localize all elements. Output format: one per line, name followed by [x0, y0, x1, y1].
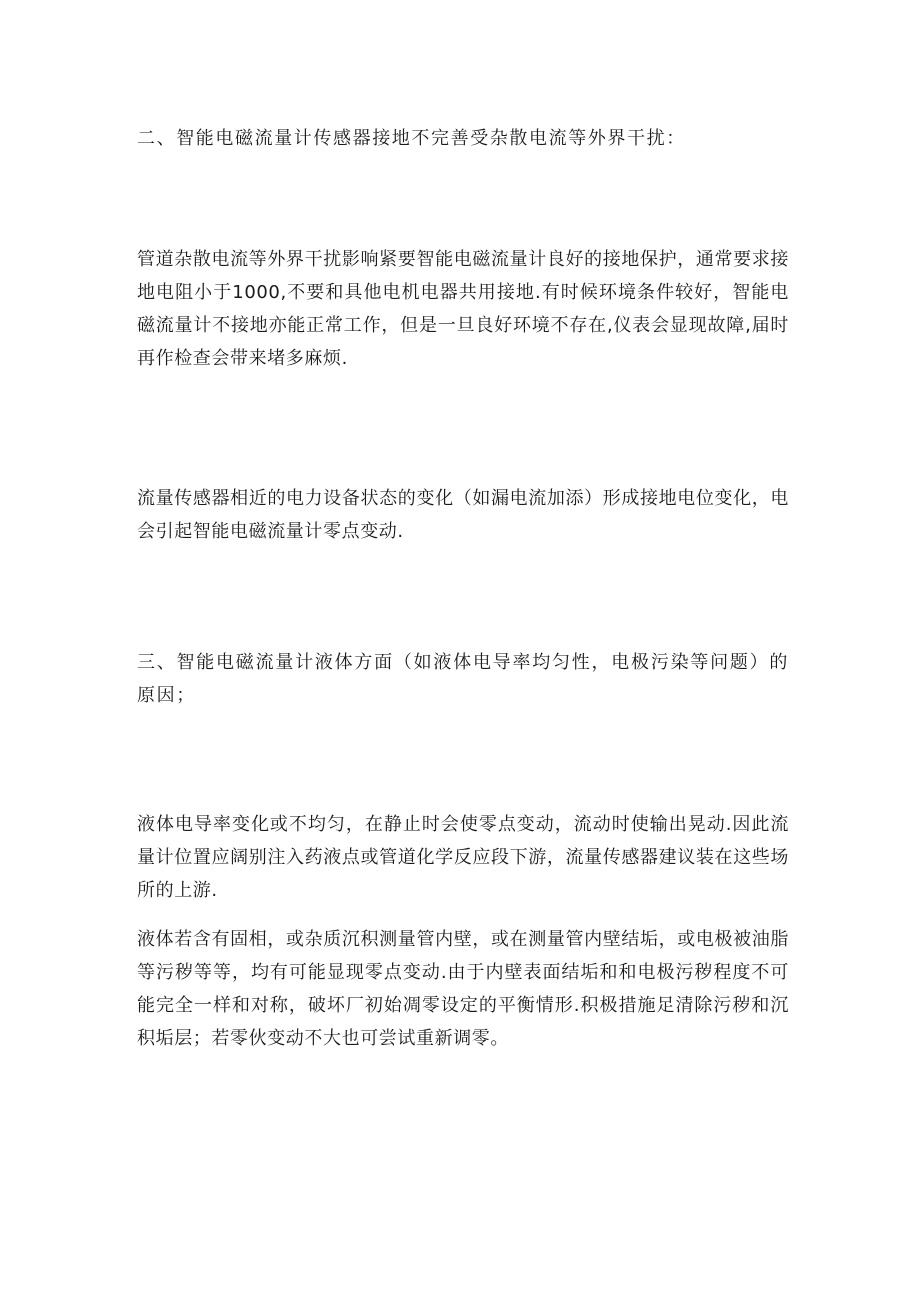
- paragraph-grounding-interference: 管道杂散电流等外界干扰影响紧要智能电磁流量计良好的接地保护，通常要求接地电阻小于1000,不要和具他电机电器共用接地.有时候环境条件较好，智能电磁流量计不接地亦能正常工作，但是一旦良好环境不存在,仪表会显现故障,届时再作检查会带来堵多麻烦.: [137, 249, 789, 369]
- paragraph-ground-potential-change: 流量传感器相近的电力设备状态的变化（如漏电流加添）形成接地电位变化，电会引起智能电磁流量计零点变动.: [137, 488, 789, 542]
- paragraph-solid-deposits: 液体若含有固相，或杂质沉积测量管内壁，或在测量管内壁结垢，或电极被油脂等污秽等等，均有可能显现零点变动.由于内壁表面结垢和和电极污秽程度不可能完全一样和对称，破坏厂初始凋零设定的平衡情形.积极措施足清除污秽和沉积垢层；若零伙变动不大也可尝试重新调零。: [137, 929, 789, 1049]
- section-heading-2: 二、智能电磁流量计传感器接地不完善受杂散电流等外界干扰：: [137, 128, 686, 149]
- paragraph-conductivity-change: 液体电导率变化或不均匀，在静止时会使零点变动，流动时使输出晃动.因此流量计位置应阔别注入药液点或管道化学反应段下游，流量传感器建议装在这些场所的上游.: [137, 814, 789, 901]
- section-heading-3: 三、智能电磁流量计液体方面（如液体电导率均匀性，电极污染等问题）的原因；: [137, 652, 789, 706]
